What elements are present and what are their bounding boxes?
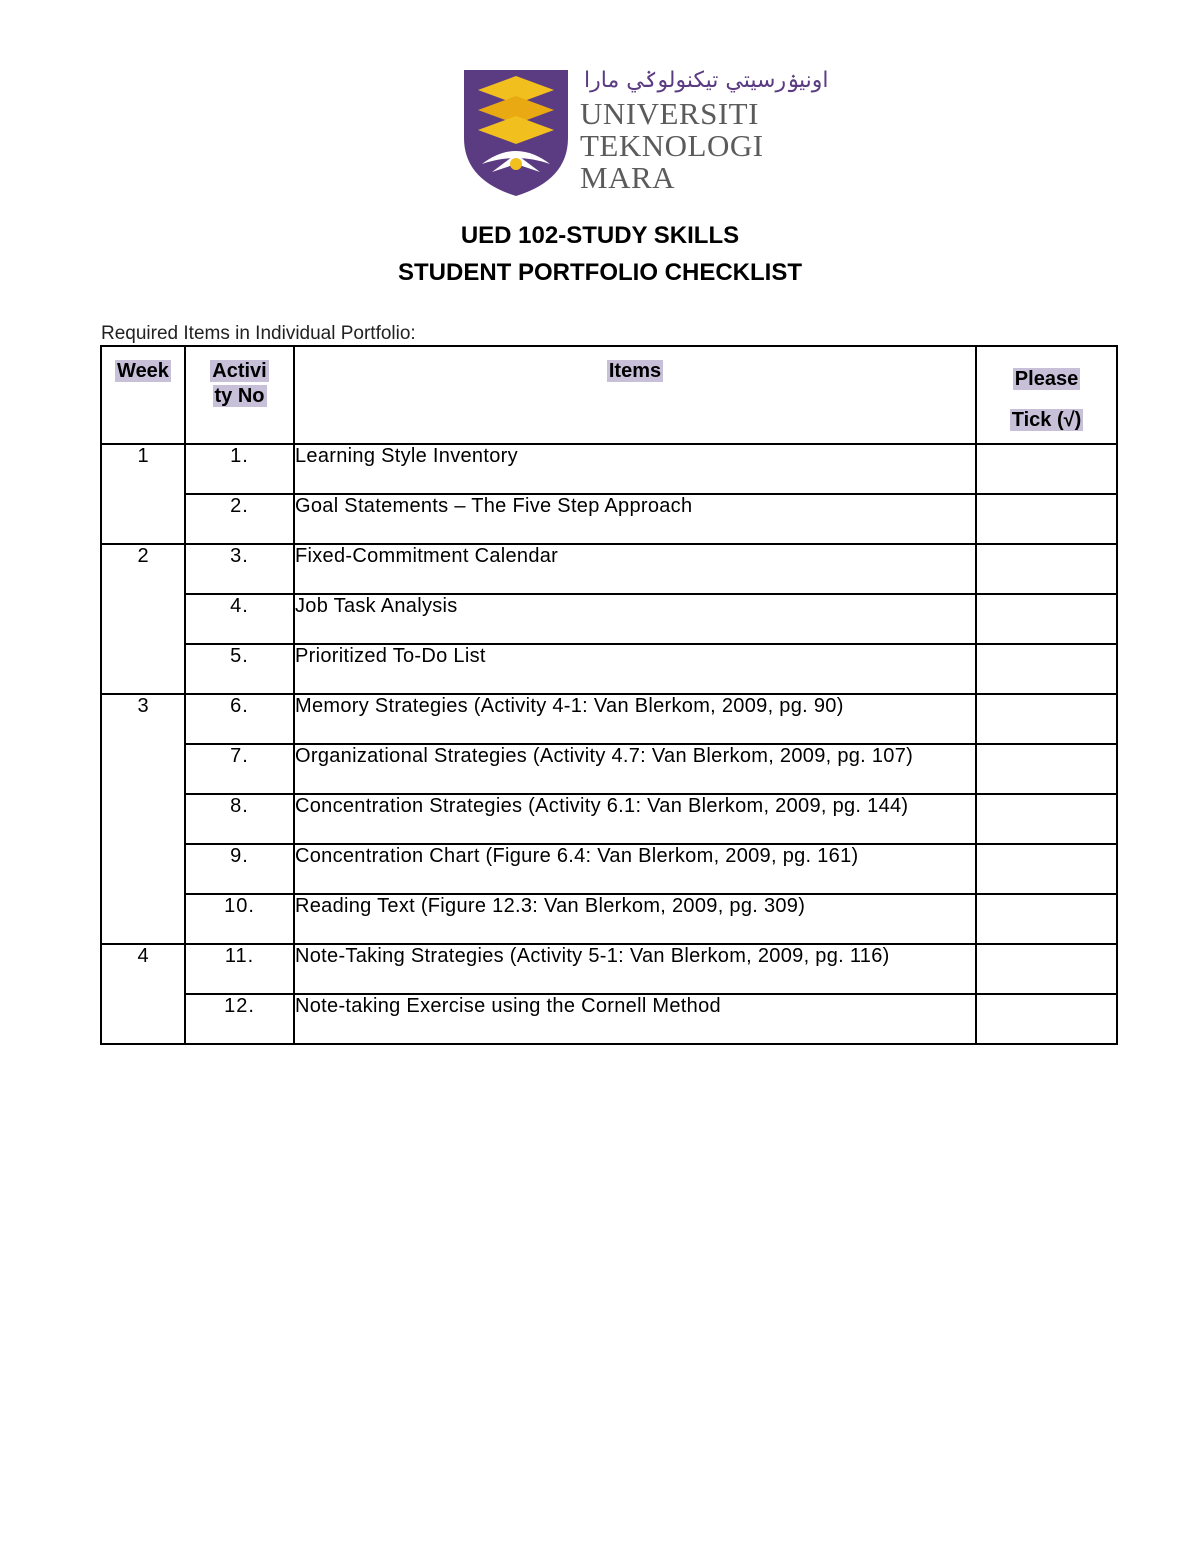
header-items-label: Items (608, 360, 662, 382)
item-cell: Reading Text (Figure 12.3: Van Blerkom, 2009, pg. 309) (294, 894, 976, 944)
checklist-title: STUDENT PORTFOLIO CHECKLIST (398, 259, 802, 286)
table-row (101, 794, 1117, 844)
table-header-row (101, 346, 1117, 444)
table-row (101, 744, 1117, 794)
tick-checkbox-cell[interactable] (976, 944, 1117, 994)
header-activity-label-a: Activi (212, 360, 267, 382)
activity-no-cell: 4. (185, 594, 294, 644)
tick-checkbox-cell[interactable] (976, 794, 1117, 844)
item-cell: Prioritized To-Do List (294, 644, 976, 694)
tick-checkbox-cell[interactable] (976, 594, 1117, 644)
activity-no-cell: 3. (185, 544, 294, 594)
tick-checkbox-cell[interactable] (976, 494, 1117, 544)
table-row (101, 644, 1117, 694)
item-cell: Concentration Chart (Figure 6.4: Van Blerkom, 2009, pg. 161) (294, 844, 976, 894)
activity-no-cell: 11. (185, 944, 294, 994)
item-cell: Note-Taking Strategies (Activity 5-1: Van Blerkom, 2009, pg. 116) (294, 944, 976, 994)
header-tick-label-b: Tick (√) (1011, 409, 1082, 431)
activity-no-cell: 1. (185, 444, 294, 494)
week-cell: 4 (101, 944, 185, 1044)
week-cell: 3 (101, 694, 185, 944)
tick-checkbox-cell[interactable] (976, 644, 1117, 694)
table-row (101, 594, 1117, 644)
logo-wordmark (580, 98, 764, 194)
activity-no-cell: 7. (185, 744, 294, 794)
item-cell: Job Task Analysis (294, 594, 976, 644)
header-activity-label-b: ty No (214, 385, 265, 407)
item-cell: Goal Statements – The Five Step Approach (294, 494, 976, 544)
logo-line-3: MARA (580, 160, 676, 195)
activity-no-cell: 9. (185, 844, 294, 894)
tick-checkbox-cell[interactable] (976, 544, 1117, 594)
header-activity-no (185, 346, 294, 444)
activity-no-cell: 6. (185, 694, 294, 744)
table-row (101, 844, 1117, 894)
table-row (101, 944, 1117, 994)
activity-no-cell: 2. (185, 494, 294, 544)
university-logo (462, 68, 829, 200)
item-cell: Fixed-Commitment Calendar (294, 544, 976, 594)
item-cell: Organizational Strategies (Activity 4.7: Van Blerkom, 2009, pg. 107) (294, 744, 976, 794)
tick-checkbox-cell[interactable] (976, 444, 1117, 494)
table-row (101, 544, 1117, 594)
header-items (294, 346, 976, 444)
item-cell: Memory Strategies (Activity 4-1: Van Blerkom, 2009, pg. 90) (294, 694, 976, 744)
header-tick-label-a: Please (1014, 368, 1079, 390)
table-row (101, 894, 1117, 944)
course-title: UED 102-STUDY SKILLS (460, 222, 740, 249)
table-row (101, 444, 1117, 494)
tick-checkbox-cell[interactable] (976, 844, 1117, 894)
header-week-label: Week (117, 360, 169, 382)
tick-checkbox-cell[interactable] (976, 894, 1117, 944)
tick-checkbox-cell[interactable] (976, 994, 1117, 1044)
header-please-tick (976, 346, 1117, 444)
logo-jawi-text: اونيۏرسيتي تيكنولوݢي مارا (584, 68, 829, 93)
intro-text: Required Items in Individual Portfolio: (101, 323, 416, 344)
week-cell: 2 (101, 544, 185, 694)
header-week (101, 346, 185, 444)
uitm-crest-icon (462, 68, 572, 198)
activity-no-cell: 5. (185, 644, 294, 694)
item-cell: Note-taking Exercise using the Cornell Method (294, 994, 976, 1044)
activity-no-cell: 8. (185, 794, 294, 844)
table-row (101, 694, 1117, 744)
portfolio-checklist-table (100, 345, 1118, 1045)
item-cell: Learning Style Inventory (294, 444, 976, 494)
item-cell: Concentration Strategies (Activity 6.1: Van Blerkom, 2009, pg. 144) (294, 794, 976, 844)
logo-line-2: TEKNOLOGI (580, 128, 764, 163)
activity-no-cell: 10. (185, 894, 294, 944)
table-row (101, 494, 1117, 544)
tick-checkbox-cell[interactable] (976, 744, 1117, 794)
activity-no-cell: 12. (185, 994, 294, 1044)
logo-line-1: UNIVERSITI (580, 96, 759, 131)
table-row (101, 994, 1117, 1044)
tick-checkbox-cell[interactable] (976, 694, 1117, 744)
week-cell: 1 (101, 444, 185, 544)
